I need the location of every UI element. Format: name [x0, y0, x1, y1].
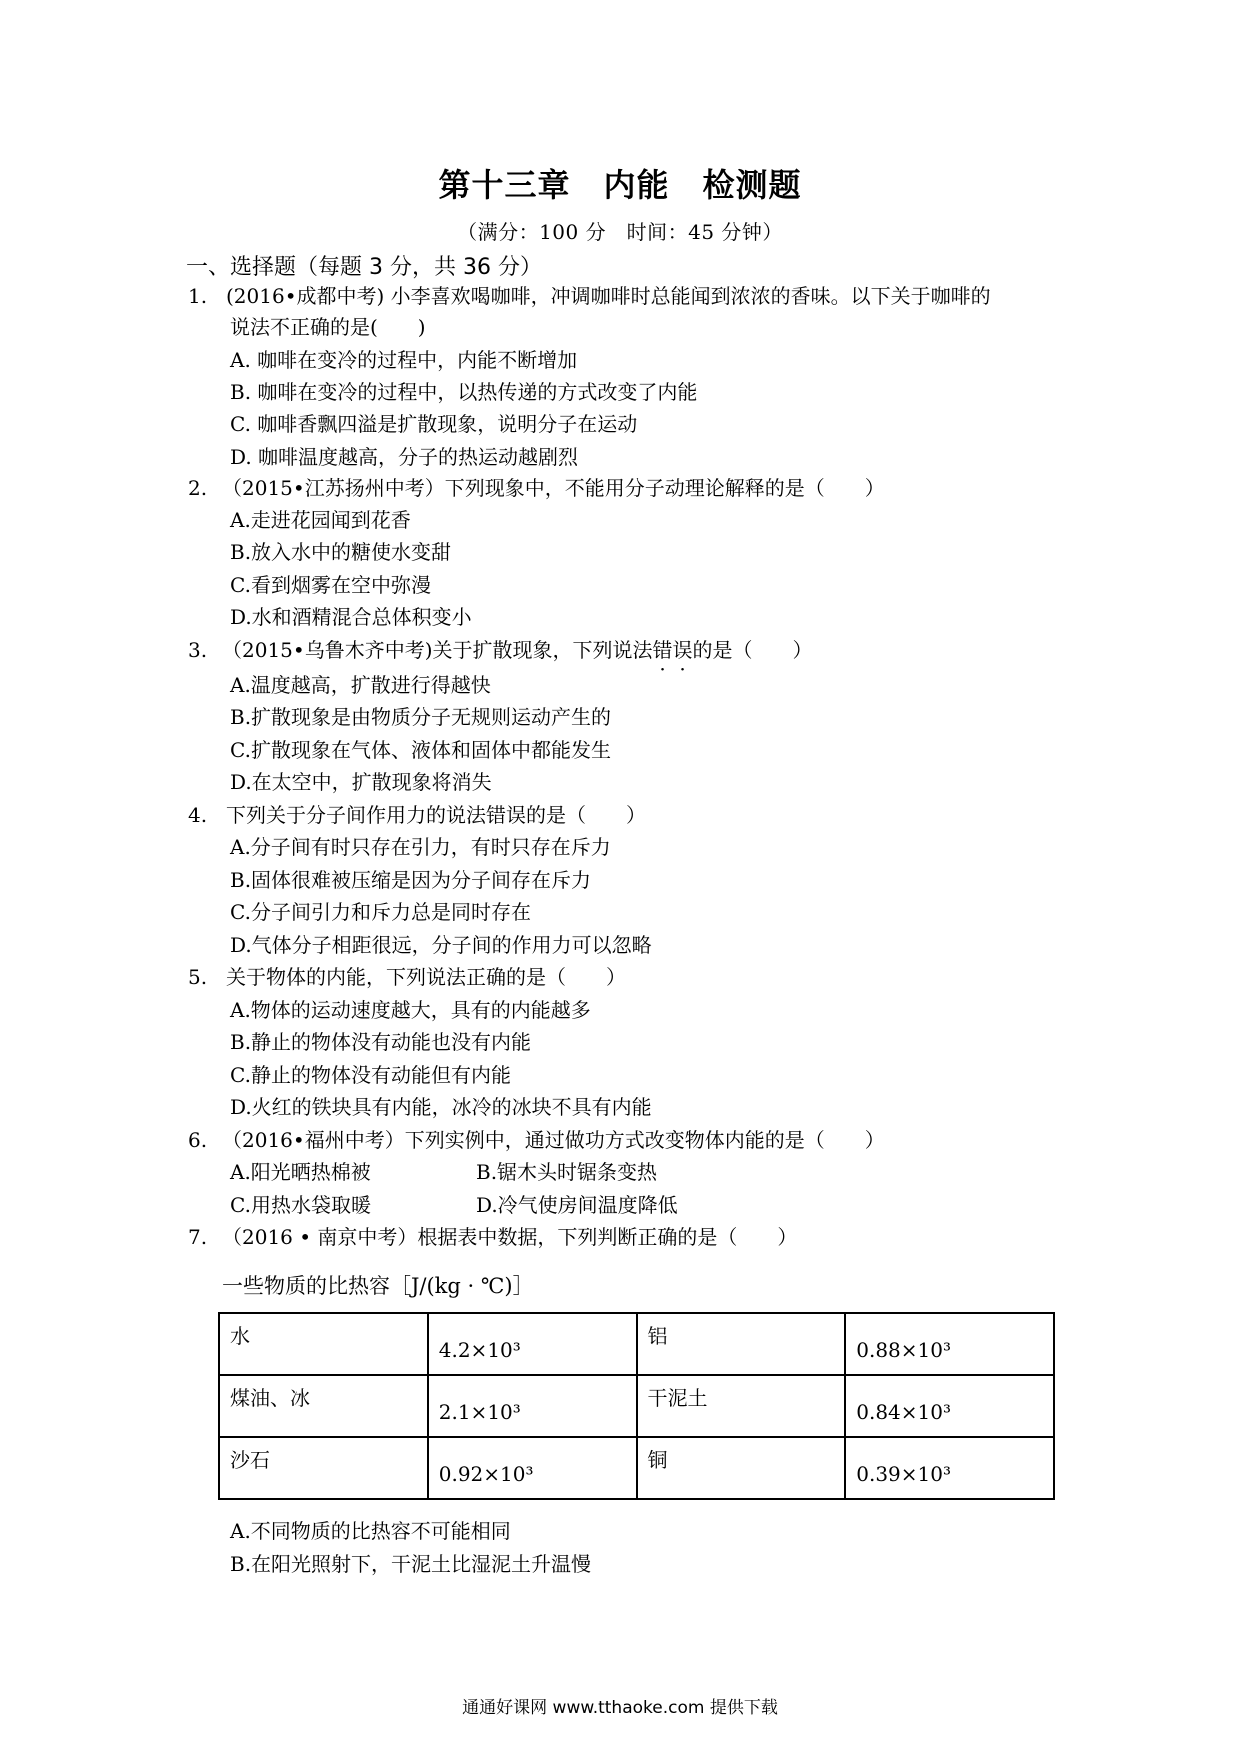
answer-option: A.不同物质的比热容不可能相同	[230, 1519, 511, 1543]
question-stem: 下列关于分子间作用力的说法错误的是（ ）	[226, 803, 646, 827]
table-cell: 0.84×10³	[845, 1375, 1054, 1437]
question-number: 7.	[188, 1225, 208, 1249]
table-cell: 干泥土	[637, 1375, 846, 1437]
answer-option: A.阳光晒热棉被	[230, 1160, 371, 1184]
question-stem: （2015•江苏扬州中考）下列现象中，不能用分子动理论解释的是（ ）	[222, 476, 885, 500]
table-cell: 铜	[637, 1437, 846, 1499]
answer-option: C.看到烟雾在空中弥漫	[230, 573, 431, 597]
answer-option: D.水和酒精混合总体积变小	[230, 605, 472, 629]
table-row	[219, 1437, 1054, 1499]
answer-option: D.火红的铁块具有内能，冰冷的冰块不具有内能	[230, 1095, 652, 1119]
question-stem: （2016 • 南京中考）根据表中数据，下列判断正确的是（ ）	[222, 1225, 798, 1249]
table-cell: 2.1×10³	[428, 1375, 637, 1437]
answer-option: D.在太空中，扩散现象将消失	[230, 770, 492, 794]
answer-option: C.用热水袋取暖	[230, 1193, 371, 1217]
table-cell: 4.2×10³	[428, 1313, 637, 1375]
page-title: 第十三章 内能 检测题	[438, 166, 802, 204]
question-number: 5.	[188, 965, 208, 989]
answer-option: A.走进花园闻到花香	[230, 508, 411, 532]
answer-option: B.扩散现象是由物质分子无规则运动产生的	[230, 705, 612, 729]
answer-option: C. 咖啡香飘四溢是扩散现象，说明分子在运动	[230, 412, 638, 436]
answer-option: B.静止的物体没有动能也没有内能	[230, 1030, 532, 1054]
answer-option: C.静止的物体没有动能但有内能	[230, 1063, 511, 1087]
question-stem: 说法不正确的是( )	[230, 315, 426, 339]
answer-option: A. 咖啡在变冷的过程中，内能不断增加	[230, 348, 578, 372]
answer-option: A.分子间有时只存在引力，有时只存在斥力	[230, 835, 611, 859]
emphasis-dot: 误	[672, 638, 693, 662]
table-row	[219, 1313, 1054, 1375]
question-number: 1.	[188, 284, 208, 308]
section-heading: 一、选择题（每题 3 分，共 36 分）	[186, 255, 542, 280]
answer-option: D.冷气使房间温度降低	[476, 1193, 678, 1217]
answer-option: B.在阳光照射下，干泥土比湿泥土升温慢	[230, 1552, 592, 1576]
table-caption: 一些物质的比热容［J/(kg · ℃)］	[222, 1274, 534, 1298]
table-cell: 0.39×10³	[845, 1437, 1054, 1499]
table-cell: 0.88×10³	[845, 1313, 1054, 1375]
question-number: 2.	[188, 476, 208, 500]
specific-heat-table	[218, 1312, 1055, 1500]
answer-option: B.放入水中的糖使水变甜	[230, 540, 452, 564]
answer-option: C.扩散现象在气体、液体和固体中都能发生	[230, 738, 611, 762]
table-cell: 水	[219, 1313, 428, 1375]
answer-option: A.温度越高，扩散进行得越快	[230, 673, 491, 697]
question-number: 3.	[188, 638, 208, 662]
table-cell: 沙石	[219, 1437, 428, 1499]
answer-option: A.物体的运动速度越大，具有的内能越多	[230, 998, 591, 1022]
question-stem: (2016•成都中考) 小李喜欢喝咖啡，冲调咖啡时总能闻到浓浓的香味。以下关于咖啡的	[226, 284, 991, 308]
question-number: 4.	[188, 803, 208, 827]
answer-option: B.锯木头时锯条变热	[476, 1160, 658, 1184]
question-stem: （2016•福州中考）下列实例中，通过做功方式改变物体内能的是（ ）	[222, 1128, 885, 1152]
table-cell: 0.92×10³	[428, 1437, 637, 1499]
answer-option: D.气体分子相距很远，分子间的作用力可以忽略	[230, 933, 652, 957]
table-row	[219, 1375, 1054, 1437]
table-cell: 铝	[637, 1313, 846, 1375]
page-subtitle: （满分：100 分 时间：45 分钟）	[457, 220, 783, 244]
question-stem: （2015•乌鲁木齐中考)关于扩散现象，下列说法错误的是（ ）	[222, 638, 813, 662]
question-number: 6.	[188, 1128, 208, 1152]
table-cell: 煤油、冰	[219, 1375, 428, 1437]
answer-option: B.固体很难被压缩是因为分子间存在斥力	[230, 868, 592, 892]
answer-option: D. 咖啡温度越高，分子的热运动越剧烈	[230, 445, 579, 469]
answer-option: C.分子间引力和斥力总是同时存在	[230, 900, 531, 924]
emphasis-dot: 错	[652, 638, 673, 662]
answer-option: B. 咖啡在变冷的过程中，以热传递的方式改变了内能	[230, 380, 698, 404]
page-footer: 通通好课网 www.tthaoke.com 提供下载	[462, 1698, 778, 1718]
question-stem: 关于物体的内能，下列说法正确的是（ ）	[226, 965, 626, 989]
